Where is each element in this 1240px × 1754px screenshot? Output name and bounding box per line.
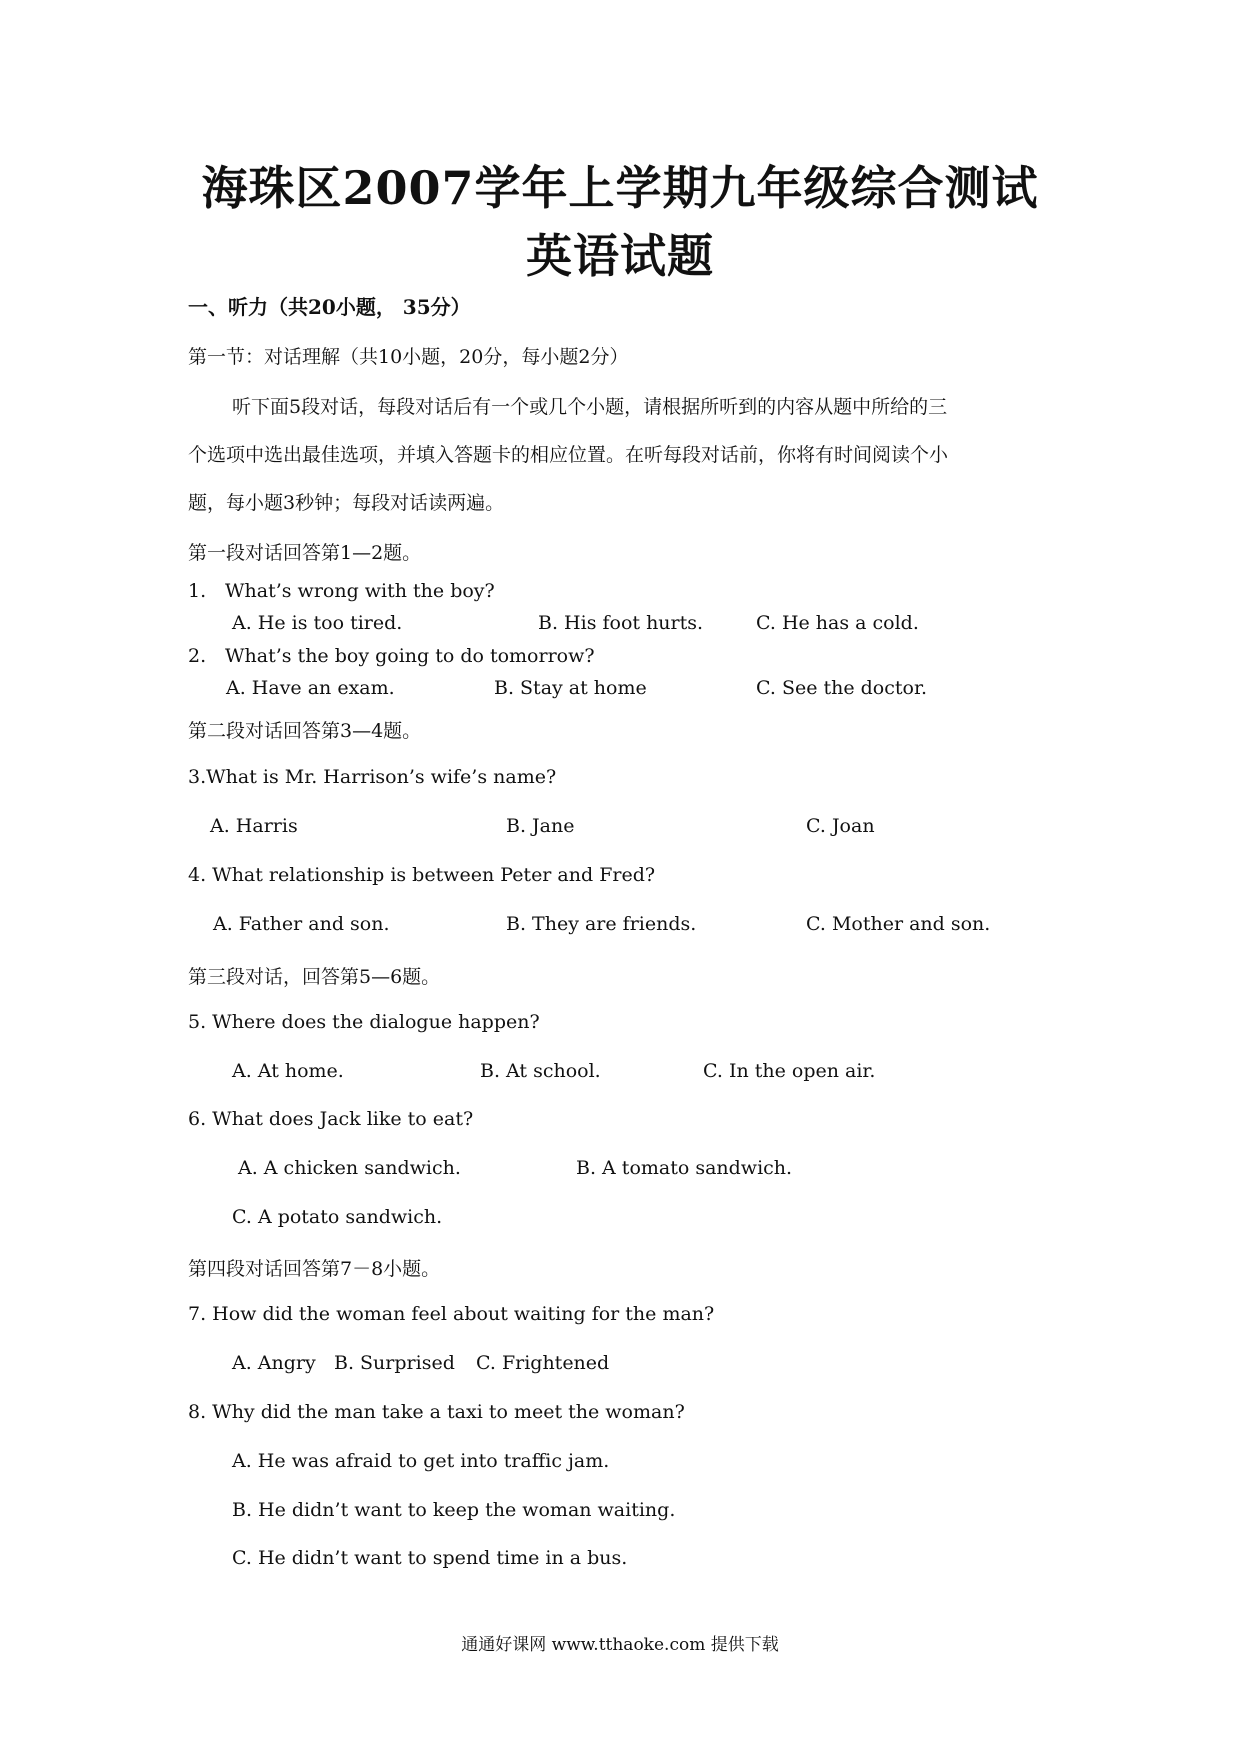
question-1-text: What’s wrong with the boy? bbox=[225, 580, 495, 602]
question-6-text: 6. What does Jack like to eat? bbox=[188, 1108, 474, 1130]
instructions-line-2: 个选项中选出最佳选项，并填入答题卡的相应位置。在听每段对话前，你将有时间阅读个小 bbox=[188, 444, 949, 466]
dialogue-1-heading: 第一段对话回答第1—2题。 bbox=[188, 542, 422, 564]
question-5-text: 5. Where does the dialogue happen? bbox=[188, 1011, 540, 1033]
question-3-option-a: A. Harris bbox=[210, 815, 298, 837]
question-1-option-a: A. He is too tired. bbox=[232, 612, 403, 634]
question-5-option-a: A. At home. bbox=[232, 1060, 344, 1082]
question-4-option-c: C. Mother and son. bbox=[806, 913, 991, 935]
question-1-number: 1. bbox=[188, 580, 207, 602]
question-7-option-b: B. Surprised bbox=[334, 1352, 455, 1374]
question-6-option-c: C. A potato sandwich. bbox=[232, 1206, 443, 1228]
question-2-number: 2. bbox=[188, 645, 207, 667]
question-4-text: 4. What relationship is between Peter and Fred? bbox=[188, 864, 656, 886]
dialogue-3-heading: 第三段对话，回答第5—6题。 bbox=[188, 966, 441, 988]
question-5-option-c: C. In the open air. bbox=[703, 1060, 876, 1082]
question-8-option-c: C. He didn’t want to spend time in a bus. bbox=[232, 1547, 628, 1569]
question-7-option-a: A. Angry bbox=[232, 1352, 316, 1374]
question-2-option-c: C. See the doctor. bbox=[756, 677, 927, 699]
part1-heading: 第一节：对话理解（共10小题，20分，每小题2分） bbox=[188, 346, 629, 368]
page-footer: 通通好课网 www.tthaoke.com 提供下载 bbox=[461, 1635, 779, 1655]
question-2-option-a: A. Have an exam. bbox=[226, 677, 395, 699]
question-6-option-b: B. A tomato sandwich. bbox=[576, 1157, 793, 1179]
question-1-option-c: C. He has a cold. bbox=[756, 612, 919, 634]
question-5-option-b: B. At school. bbox=[480, 1060, 601, 1082]
question-8-option-b: B. He didn’t want to keep the woman waiting. bbox=[232, 1499, 676, 1521]
question-8-text: 8. Why did the man take a taxi to meet the woman? bbox=[188, 1401, 685, 1423]
question-8-option-a: A. He was afraid to get into traffic jam. bbox=[232, 1450, 610, 1472]
question-7-option-c: C. Frightened bbox=[476, 1352, 610, 1374]
instructions-line-3: 题，每小题3秒钟；每段对话读两遍。 bbox=[188, 492, 505, 514]
question-2-text: What’s the boy going to do tomorrow? bbox=[225, 645, 595, 667]
question-1-option-b: B. His foot hurts. bbox=[538, 612, 704, 634]
question-6-option-a: A. A chicken sandwich. bbox=[238, 1157, 461, 1179]
page-title: 海珠区2007学年上学期九年级综合测试 bbox=[201, 161, 1039, 215]
question-7-text: 7. How did the woman feel about waiting for the man? bbox=[188, 1303, 715, 1325]
dialogue-4-heading: 第四段对话回答第7－8小题。 bbox=[188, 1258, 441, 1280]
question-3-option-b: B. Jane bbox=[506, 815, 575, 837]
question-4-option-b: B. They are friends. bbox=[506, 913, 697, 935]
question-2-option-b: B. Stay at home bbox=[494, 677, 647, 699]
instructions-line-1: 听下面5段对话，每段对话后有一个或几个小题，请根据所听到的内容从题中所给的三 bbox=[232, 396, 948, 418]
section-listening-heading: 一、听力（共20小题， 35分） bbox=[188, 295, 471, 319]
question-3-option-c: C. Joan bbox=[806, 815, 875, 837]
question-3-text: 3.What is Mr. Harrison’s wife’s name? bbox=[188, 766, 557, 788]
question-4-option-a: A. Father and son. bbox=[213, 913, 390, 935]
dialogue-2-heading: 第二段对话回答第3—4题。 bbox=[188, 720, 422, 742]
page-subtitle: 英语试题 bbox=[526, 229, 714, 283]
